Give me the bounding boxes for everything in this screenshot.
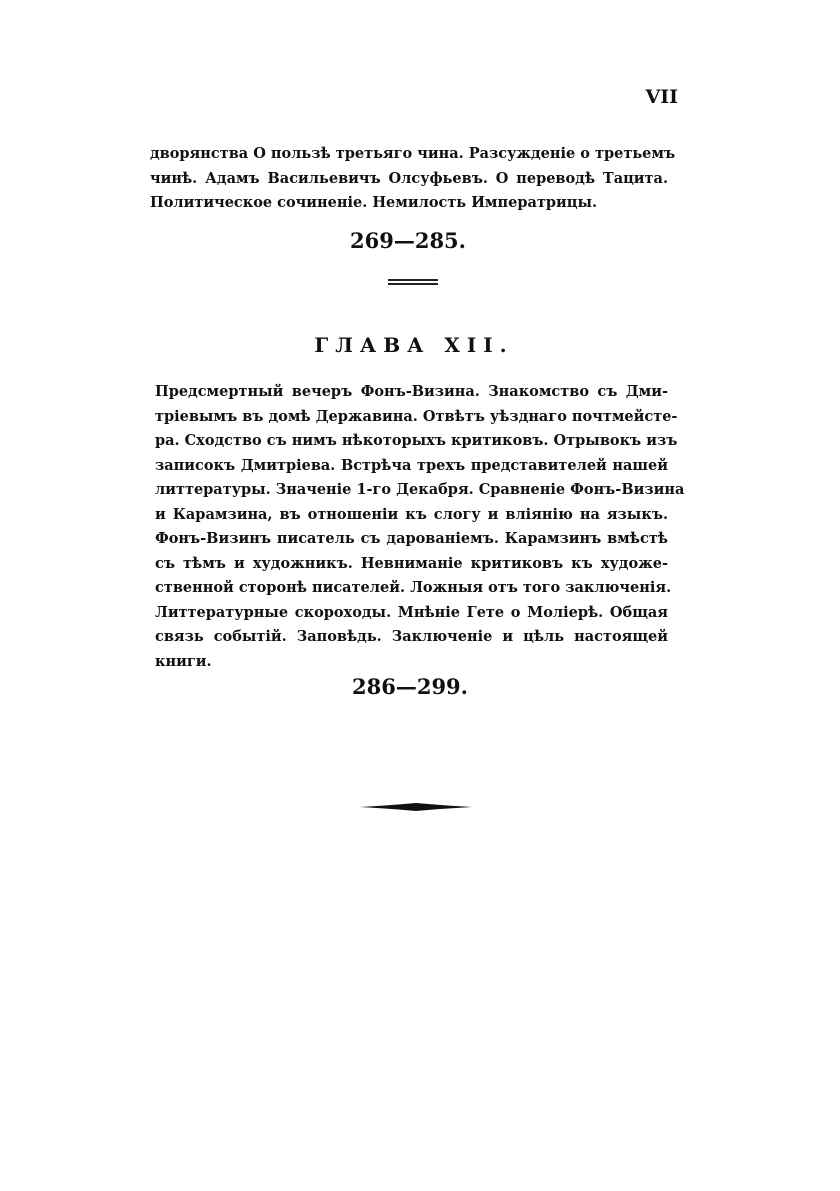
text-line: и Карамзина, въ отношеніи къ слогу и вліянію на языкъ. [155, 505, 668, 523]
page-range: 269—285. [350, 228, 466, 253]
swell-rule-ornament [360, 801, 472, 813]
chapter-heading: ГЛАВА XII. [314, 333, 514, 357]
text-line: съ тѣмъ и художникъ. Невниманіе критиковъ къ художе- [155, 554, 668, 572]
chapter-summary-text [155, 380, 685, 674]
text-line: книги. [155, 652, 212, 670]
text-line: ственной сторонѣ писателей. Ложныя отъ того заключенія. [155, 579, 672, 596]
section-summary-text [150, 142, 676, 216]
text-line: литтературы. Значеніе 1-го Декабря. Сравненіе Фонъ-Визина [155, 481, 685, 498]
double-rule-divider [388, 279, 438, 285]
text-line: чинѣ. Адамъ Васильевичъ Олсуфьевъ. О переводѣ Тацита. [150, 169, 668, 187]
text-line: Политическое сочиненіе. Немилость Императрицы. [150, 194, 598, 211]
text-line: тріевымъ въ домѣ Державина. Отвѣтъ уѣзднаго почтмейсте- [155, 407, 678, 425]
page-number: VII [645, 86, 678, 108]
page-range: 286—299. [352, 674, 468, 699]
text-line: Литтературные скороходы. Мнѣніе Гете о Моліерѣ. Общая [155, 603, 668, 621]
text-line: Предсмертный вечеръ Фонъ-Визина. Знакомство съ Дми- [155, 383, 668, 400]
text-line: связь событій. Заповѣдь. Заключеніе и цѣль настоящей [155, 628, 668, 645]
text-line: ра. Сходство съ нимъ нѣкоторыхъ критиковъ. Отрывокъ изъ [155, 432, 678, 449]
text-line: записокъ Дмитріева. Встрѣча трехъ представителей нашей [155, 456, 668, 474]
text-line: дворянства О пользѣ третьяго чина. Разсужденіе о третьемъ [150, 145, 676, 162]
text-line: Фонъ-Визинъ писатель съ дарованіемъ. Карамзинъ вмѣстѣ [155, 530, 668, 547]
